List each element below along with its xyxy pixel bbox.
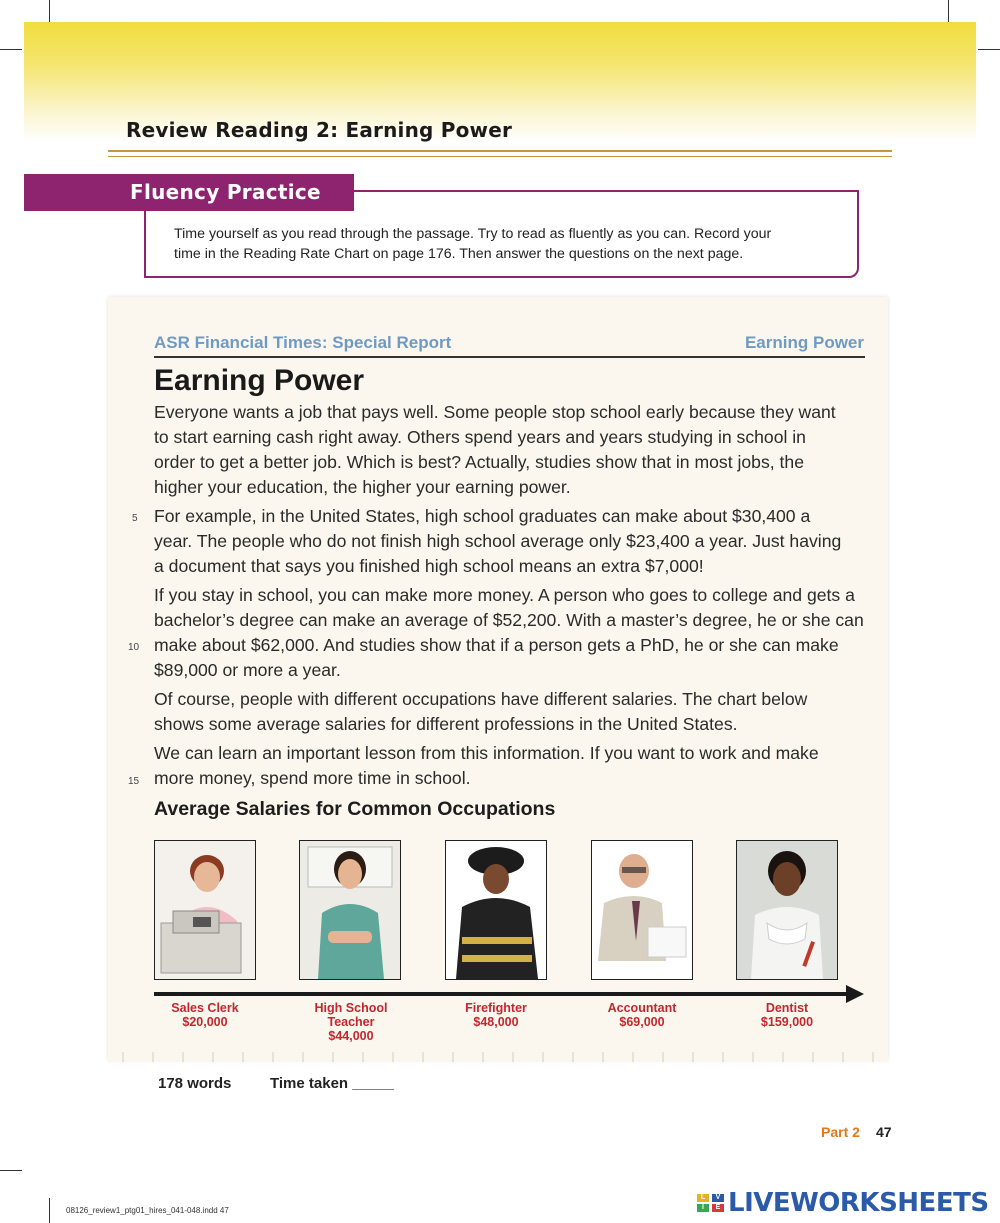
accountant-photo [591,840,693,980]
job-label-sales-clerk [140,1001,270,1029]
crop-mark [0,1170,22,1171]
liveworksheets-logo[interactable] [697,1188,989,1218]
title-rule [108,156,892,157]
article-title: Earning Power [154,364,365,397]
header-rule [154,356,865,358]
article-paragraph [154,687,866,737]
torn-paper-edge [108,1052,888,1062]
time-taken-field[interactable]: Time taken _____ [270,1075,394,1092]
fluency-practice-tab: Fluency Practice [24,174,354,211]
article-paragraph [154,583,866,683]
crop-mark [0,49,22,50]
text-line: higher your education, the higher your earning power. [154,477,571,497]
text-line: We can learn an important lesson from this information. If you want to work and make [154,743,819,763]
salary-arrow-line [154,992,852,996]
text-line: shows some average salaries for different professions in the United States. [154,714,738,734]
logo-text: LIVEWORKSHEETS [728,1188,989,1218]
job-name: Sales Clerk [171,1001,239,1015]
logo-letter: I [697,1204,709,1212]
text-line: a document that says you finished high school means an extra $7,000! [154,556,704,576]
job-name: High School [314,1001,388,1015]
teacher-photo [299,840,401,980]
file-slug: 08126_review1_ptg01_hires_041-048.indd 47 [66,1206,229,1215]
text-line: order to get a better job. Which is best? Actually, studies show that in most jobs, the [154,452,804,472]
dentist-photo [736,840,838,980]
job-name: Teacher [327,1015,375,1029]
page-title: Review Reading 2: Earning Power [126,118,513,142]
fluency-instructions [174,224,834,264]
crop-mark [49,1198,50,1223]
logo-letter: V [712,1194,724,1202]
text-line: If you stay in school, you can make more money. A person who goes to college and gets a [154,585,855,605]
job-label-accountant [577,1001,707,1029]
title-rule [108,150,892,152]
fluency-box-border [354,190,859,192]
article-paragraph [154,741,866,791]
text-line: $89,000 or more a year. [154,660,341,680]
text-line: For example, in the United States, high school graduates can make about $30,400 a [154,506,811,526]
article-source: ASR Financial Times: Special Report [154,333,452,352]
article-paragraph [154,400,866,500]
line-number: 5 [132,513,138,524]
job-name: Dentist [765,1001,809,1015]
instructions-line: time in the Reading Rate Chart on page 176. Then answer the questions on the next page. [174,246,744,262]
article-section: Earning Power [744,333,864,352]
sales-clerk-photo [154,840,256,980]
text-line: make about $62,000. And studies show that if a person gets a PhD, he or she can make [154,635,839,655]
instructions-line: Time yourself as you read through the passage. Try to read as fluently as you can. Record your [174,226,772,242]
text-line: more money, spend more time in school. [154,768,471,788]
job-salary: $48,000 [473,1015,519,1029]
job-salary: $44,000 [328,1029,374,1043]
job-label-firefighter [431,1001,561,1029]
crop-mark [948,0,949,22]
page-number: 47 [876,1124,892,1140]
chart-title: Average Salaries for Common Occupations [154,798,556,820]
job-label-dentist [722,1001,852,1029]
text-line: year. The people who do not finish high school average only $23,400 a year. Just having [154,531,842,551]
part-label: Part 2 [821,1124,860,1140]
job-salary: $159,000 [760,1015,814,1029]
word-count: 178 words [158,1075,232,1092]
logo-letter: L [697,1194,709,1202]
text-line: to start earning cash right away. Others spend years and years studying in school in [154,427,806,447]
logo-letter: E [712,1204,724,1212]
line-number: 10 [128,642,140,653]
logo-icon [697,1193,709,1213]
job-name: Accountant [607,1001,677,1015]
line-number: 15 [128,776,140,787]
crop-mark [978,49,1000,50]
text-line: Of course, people with different occupations have different salaries. The chart below [154,689,808,709]
job-salary: $69,000 [619,1015,665,1029]
text-line: Everyone wants a job that pays well. Some people stop school early because they want [154,402,836,422]
logo-icon [712,1193,724,1213]
text-line: bachelor’s degree can make an average of $52,200. With a master’s degree, he or she can [154,610,864,630]
job-name: Firefighter [465,1001,527,1015]
job-label-teacher [286,1001,416,1043]
firefighter-photo [445,840,547,980]
job-salary: $20,000 [182,1015,228,1029]
crop-mark [49,0,50,22]
article-paragraph [154,504,866,579]
